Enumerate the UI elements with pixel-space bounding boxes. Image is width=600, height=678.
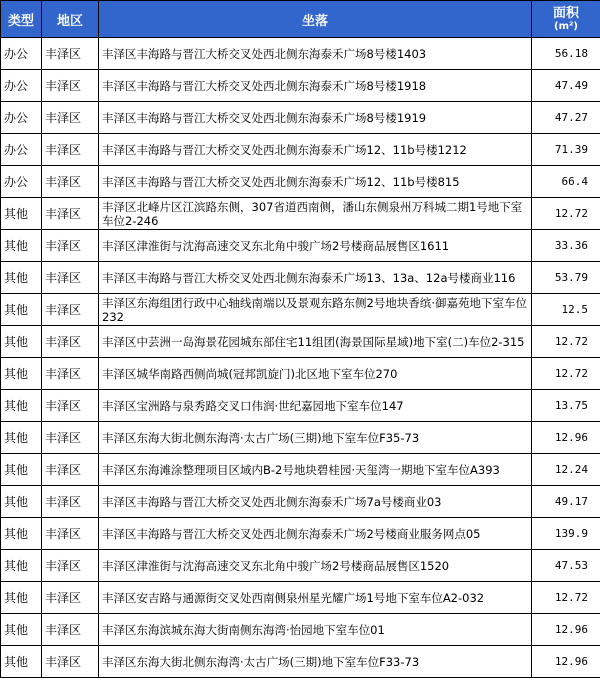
table-row <box>1 198 600 230</box>
header-area <box>532 1 600 38</box>
cell-area: 66.4 <box>532 166 600 198</box>
cell-type: 其他 <box>1 230 42 262</box>
cell-region: 丰泽区 <box>42 38 99 70</box>
cell-region: 丰泽区 <box>42 294 99 326</box>
cell-area: 33.36 <box>532 230 600 262</box>
cell-location: 丰泽区东海滨城东海大街南侧东海湾·怡园地下室车位01 <box>99 614 532 646</box>
cell-region: 丰泽区 <box>42 614 99 646</box>
cell-region: 丰泽区 <box>42 102 99 134</box>
table-row <box>1 486 600 518</box>
cell-location: 丰泽区丰海路与晋江大桥交叉处西北侧东海泰禾广场8号楼1918 <box>99 70 532 102</box>
cell-location: 丰泽区东海滩涂整理项目区域内B-2号地块碧桂园·天玺湾一期地下室车位A393 <box>99 454 532 486</box>
cell-region: 丰泽区 <box>42 518 99 550</box>
cell-area: 13.75 <box>532 390 600 422</box>
header-location: 坐落 <box>99 1 532 38</box>
header-row <box>1 1 600 38</box>
cell-type: 其他 <box>1 582 42 614</box>
cell-area: 12.72 <box>532 582 600 614</box>
cell-type: 其他 <box>1 326 42 358</box>
table-row <box>1 38 600 70</box>
cell-type: 办公 <box>1 134 42 166</box>
cell-type: 其他 <box>1 422 42 454</box>
table-row <box>1 518 600 550</box>
table-row <box>1 358 600 390</box>
cell-location: 丰泽区安吉路与通源街交叉处西南侧泉州星光耀广场1号地下室车位A2-032 <box>99 582 532 614</box>
table-row <box>1 262 600 294</box>
cell-location: 丰泽区丰海路与晋江大桥交叉处西北侧东海泰禾广场12、11b号楼1212 <box>99 134 532 166</box>
cell-type: 办公 <box>1 102 42 134</box>
table-row <box>1 614 600 646</box>
cell-type: 其他 <box>1 294 42 326</box>
table-row <box>1 102 600 134</box>
cell-area: 139.9 <box>532 518 600 550</box>
table-row <box>1 390 600 422</box>
cell-location: 丰泽区津淮街与沈海高速交叉东北角中骏广场2号楼商品展售区1520 <box>99 550 532 582</box>
cell-region: 丰泽区 <box>42 358 99 390</box>
cell-location: 丰泽区丰海路与晋江大桥交叉处西北侧东海泰禾广场2号楼商业服务网点05 <box>99 518 532 550</box>
cell-region: 丰泽区 <box>42 70 99 102</box>
table-row <box>1 422 600 454</box>
cell-location: 丰泽区丰海路与晋江大桥交叉处西北侧东海泰禾广场12、11b号楼815 <box>99 166 532 198</box>
cell-region: 丰泽区 <box>42 134 99 166</box>
table-body <box>1 38 600 678</box>
table-row <box>1 166 600 198</box>
cell-type: 办公 <box>1 166 42 198</box>
cell-region: 丰泽区 <box>42 582 99 614</box>
cell-area: 47.27 <box>532 102 600 134</box>
cell-type: 其他 <box>1 614 42 646</box>
cell-location: 丰泽区城华南路西侧尚城(冠邦凯旋门)北区地下室车位270 <box>99 358 532 390</box>
cell-region: 丰泽区 <box>42 326 99 358</box>
cell-type: 其他 <box>1 646 42 678</box>
table-row <box>1 70 600 102</box>
header-type: 类型 <box>1 1 42 38</box>
cell-type: 办公 <box>1 70 42 102</box>
cell-area: 49.17 <box>532 486 600 518</box>
cell-region: 丰泽区 <box>42 390 99 422</box>
cell-location: 丰泽区东海大街北侧东海湾·太古广场(三期)地下室车位F33-73 <box>99 646 532 678</box>
cell-location: 丰泽区东海大街北侧东海湾·太古广场(三期)地下室车位F35-73 <box>99 422 532 454</box>
cell-type: 其他 <box>1 390 42 422</box>
cell-area: 12.72 <box>532 326 600 358</box>
cell-type: 其他 <box>1 486 42 518</box>
table-row <box>1 550 600 582</box>
cell-type: 其他 <box>1 358 42 390</box>
cell-region: 丰泽区 <box>42 166 99 198</box>
table-row <box>1 646 600 678</box>
cell-area: 56.18 <box>532 38 600 70</box>
cell-region: 丰泽区 <box>42 198 99 230</box>
cell-area: 12.72 <box>532 358 600 390</box>
cell-region: 丰泽区 <box>42 230 99 262</box>
cell-location: 丰泽区东海组团行政中心轴线南端以及景观东路东侧2号地块香缤·御嘉苑地下室车位232 <box>99 294 532 326</box>
cell-location: 丰泽区宝洲路与泉秀路交叉口伟润·世纪嘉园地下室车位147 <box>99 390 532 422</box>
cell-region: 丰泽区 <box>42 422 99 454</box>
cell-region: 丰泽区 <box>42 646 99 678</box>
cell-location: 丰泽区北峰片区江滨路东侧，307省道西南侧，潘山东侧泉州万科城二期1号地下室车位2-246 <box>99 198 532 230</box>
cell-area: 12.96 <box>532 646 600 678</box>
table-row <box>1 134 600 166</box>
cell-region: 丰泽区 <box>42 454 99 486</box>
cell-location: 丰泽区津淮街与沈海高速交叉东北角中骏广场2号楼商品展售区1611 <box>99 230 532 262</box>
cell-area: 71.39 <box>532 134 600 166</box>
cell-area: 47.49 <box>532 70 600 102</box>
cell-type: 其他 <box>1 550 42 582</box>
cell-area: 47.53 <box>532 550 600 582</box>
cell-location: 丰泽区丰海路与晋江大桥交叉处西北侧东海泰禾广场8号楼1403 <box>99 38 532 70</box>
cell-area: 53.79 <box>532 262 600 294</box>
header-area-unit: (m²) <box>532 21 600 32</box>
table-row <box>1 326 600 358</box>
cell-type: 其他 <box>1 262 42 294</box>
cell-location: 丰泽区丰海路与晋江大桥交叉处西北侧东海泰禾广场8号楼1919 <box>99 102 532 134</box>
cell-type: 其他 <box>1 454 42 486</box>
header-area-label: 面积 <box>532 7 600 21</box>
table-row <box>1 294 600 326</box>
cell-region: 丰泽区 <box>42 262 99 294</box>
cell-area: 12.96 <box>532 614 600 646</box>
table-row <box>1 582 600 614</box>
cell-type: 其他 <box>1 518 42 550</box>
cell-region: 丰泽区 <box>42 486 99 518</box>
cell-region: 丰泽区 <box>42 550 99 582</box>
header-region: 地区 <box>42 1 99 38</box>
cell-area: 12.96 <box>532 422 600 454</box>
cell-area: 12.72 <box>532 198 600 230</box>
cell-type: 办公 <box>1 38 42 70</box>
table-row <box>1 230 600 262</box>
cell-area: 12.5 <box>532 294 600 326</box>
cell-location: 丰泽区丰海路与晋江大桥交叉处西北侧东海泰禾广场7a号楼商业03 <box>99 486 532 518</box>
table-row <box>1 454 600 486</box>
cell-location: 丰泽区丰海路与晋江大桥交叉处西北侧东海泰禾广场13、13a、12a号楼商业116 <box>99 262 532 294</box>
cell-location: 丰泽区中芸洲一岛海景花园城东部住宅11组团(海景国际星域)地下室(二)车位2-315 <box>99 326 532 358</box>
cell-type: 其他 <box>1 198 42 230</box>
cell-area: 12.24 <box>532 454 600 486</box>
